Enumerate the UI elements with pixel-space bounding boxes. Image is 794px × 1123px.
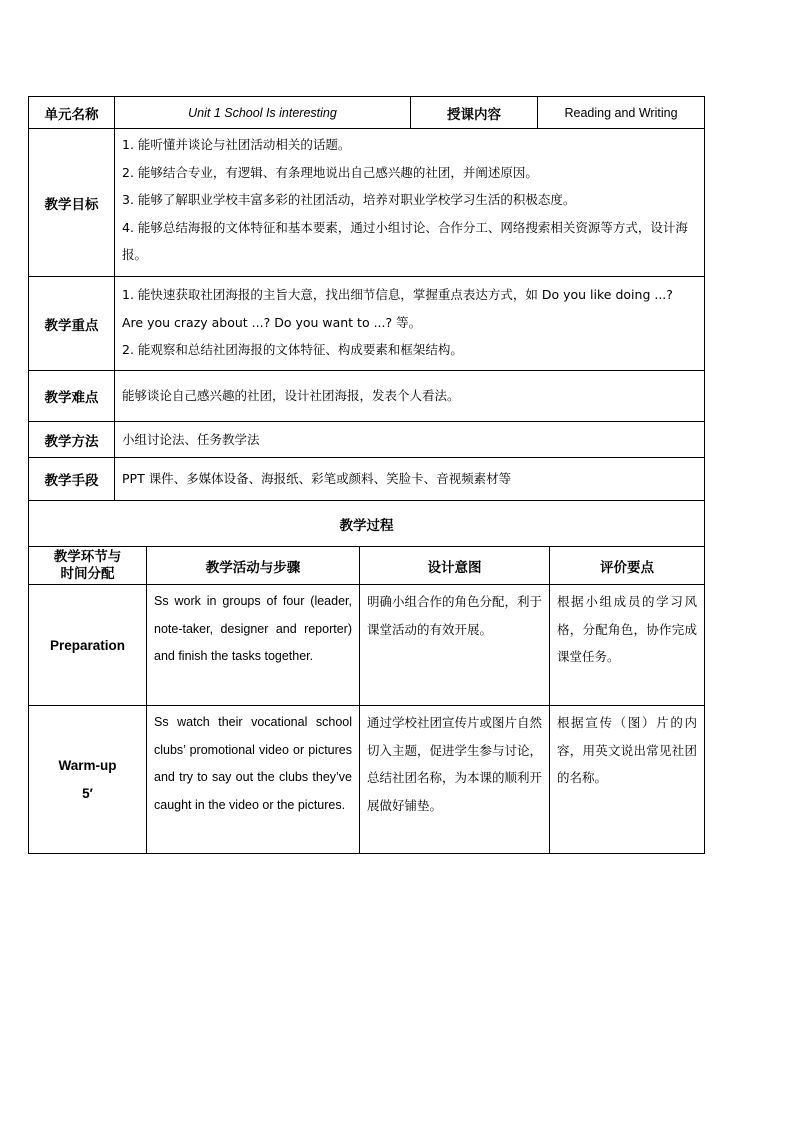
objective-item: 1. 能听懂并谈论与社团活动相关的话题。 — [122, 137, 351, 152]
unit-name-value: Unit 1 School Is interesting — [114, 96, 411, 129]
stage-warm-up — [28, 705, 147, 854]
activity-preparation: Ss work in groups of four (leader, note-taker, designer and reporter) and finish the tasks together. — [146, 584, 360, 706]
key-point-item: 2. 能观察和总结社团海报的文体特征、构成要素和框架结构。 — [122, 342, 463, 357]
objectives-content — [114, 128, 705, 277]
process-header-stage-line1: 教学环节与 — [53, 548, 122, 565]
lesson-content-label: 授课内容 — [410, 96, 538, 129]
lesson-content-value: Reading and Writing — [537, 96, 705, 129]
process-header-stage-line2: 时间分配 — [60, 565, 115, 582]
intent-warm-up: 通过学校社团宣传片或图片自然切入主题，促进学生参与讨论，总结社团名称，为本课的顺利开展做好铺垫。 — [359, 705, 550, 854]
process-header-activity: 教学活动与步骤 — [146, 546, 360, 585]
methods-text: 小组讨论法、任务教学法 — [114, 421, 705, 458]
process-header-intent: 设计意图 — [359, 546, 550, 585]
evaluation-warm-up: 根据宣传（图）片的内容，用英文说出常见社团的名称。 — [549, 705, 705, 854]
key-point-item: 1. 能快速获取社团海报的主旨大意，找出细节信息，掌握重点表达方式，如 Do you like doing ...? Are you crazy about ...? Do you want to ...? 等。 — [122, 287, 673, 330]
key-points-label: 教学重点 — [28, 276, 115, 371]
process-header-evaluation: 评价要点 — [549, 546, 705, 585]
methods-label: 教学方法 — [28, 421, 115, 458]
difficulties-text: 能够谈论自己感兴趣的社团，设计社团海报，发表个人看法。 — [114, 370, 705, 422]
objective-item: 3. 能够了解职业学校丰富多彩的社团活动，培养对职业学校学习生活的积极态度。 — [122, 192, 576, 207]
objective-item: 2. 能够结合专业，有逻辑、有条理地说出自己感兴趣的社团，并阐述原因。 — [122, 164, 538, 180]
process-header-stage — [28, 546, 147, 585]
objectives-label: 教学目标 — [28, 128, 115, 277]
process-title: 教学过程 — [28, 500, 705, 547]
evaluation-preparation: 根据小组成员的学习风格，分配角色，协作完成课堂任务。 — [549, 584, 705, 706]
activity-warm-up: Ss watch their vocational school clubs’ promotional video or pictures and try to say out the clubs they’ve caught in the video or the pictures. — [146, 705, 360, 854]
objective-item: 4. 能够总结海报的文体特征和基本要素，通过小组讨论、合作分工、网络搜索相关资源等方式，设计海报。 — [122, 219, 688, 262]
unit-name-label: 单元名称 — [28, 96, 115, 129]
means-label: 教学手段 — [28, 457, 115, 501]
means-text: PPT 课件、多媒体设备、海报纸、彩笔或颜料、笑脸卡、音视频素材等 — [114, 457, 705, 501]
stage-warm-up-time: 5′ — [82, 785, 93, 801]
stage-preparation: Preparation — [28, 584, 147, 706]
stage-warm-up-name: Warm-up — [58, 757, 117, 773]
intent-preparation: 明确小组合作的角色分配，利于课堂活动的有效开展。 — [359, 584, 550, 706]
difficulties-label: 教学难点 — [28, 370, 115, 422]
key-points-content — [114, 276, 705, 371]
